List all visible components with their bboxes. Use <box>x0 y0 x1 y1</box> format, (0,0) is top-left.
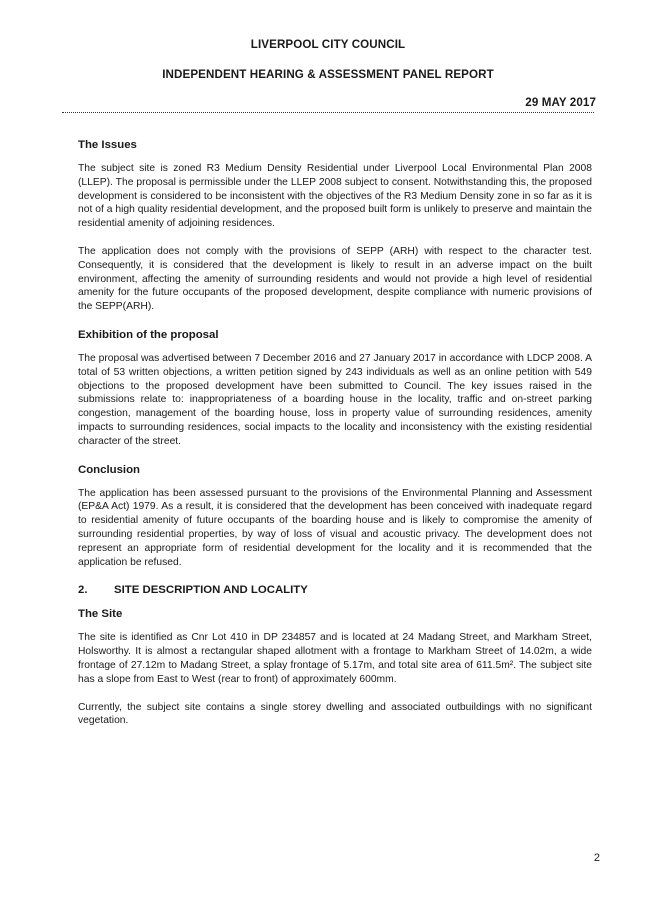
report-body <box>78 138 592 742</box>
council-title: LIVERPOOL CITY COUNCIL <box>250 38 406 51</box>
page-number: 2 <box>593 852 600 864</box>
issues-paragraph-2: The application does not comply with the provisions of SEPP (ARH) with respect to the character test. Consequently, it is considered that the development is likely to result in an adverse impact on the built environment, affecting the amenity of surrounding residents and would not provide a high level of residential amenity for the future occupants of the proposed development, despite compliance with numeric provisions of the SEPP(ARH). <box>78 245 592 313</box>
site-paragraph-2: Currently, the subject site contains a single storey dwelling and associated outbuildings with no significant vegetation. <box>78 701 592 727</box>
issues-heading: The Issues <box>78 139 137 151</box>
report-date: 29 MAY 2017 <box>525 96 596 109</box>
conclusion-paragraph: The application has been assessed pursuant to the provisions of the Environmental Planning and Assessment (EP&A Act) 1979. As a result, it is considered that the development has been conceived with inadequate regard to residential amenity of future occupants of the boarding house and is likely to compromise the amenity of surrounding residential properties, by way of loss of visual and acoustic privacy. The development does not represent an appropriate form of residential development for the locality and it is recommended that the application be refused. <box>78 487 592 568</box>
site-heading: The Site <box>78 608 123 621</box>
exhibition-heading: Exhibition of the proposal <box>78 328 219 341</box>
conclusion-heading: Conclusion <box>78 463 141 476</box>
section-number: 2. <box>78 584 88 597</box>
section-title: SITE DESCRIPTION AND LOCALITY <box>114 584 308 597</box>
header-divider <box>62 112 594 113</box>
report-title: INDEPENDENT HEARING & ASSESSMENT PANEL REPORT <box>162 68 494 81</box>
issues-paragraph-1: The subject site is zoned R3 Medium Density Residential under Liverpool Local Environmental Plan 2008 (LLEP). The proposal is permissible under the LLEP 2008 subject to consent. Notwithstanding this, the proposed development is considered to be inconsistent with the objectives of the R3 Medium Density zone in so far as it is not of a high quality residential development, and the proposed built form is unlikely to preserve and maintain the residential amenity of adjoining residences. <box>78 163 592 230</box>
site-paragraph-1: The site is identified as Cnr Lot 410 in DP 234857 and is located at 24 Madang Street, and Markham Street, Holsworthy. It is almost a rectangular shaped allotment with a frontage to Markham Street of 14.02m, a wide frontage of 27.12m to Madang Street, a splay frontage of 5.17m, and total site area of 611.5m². The subject site has a slope from East to West (rear to front) of approximately 600mm. <box>78 632 592 685</box>
exhibition-paragraph: The proposal was advertised between 7 December 2016 and 27 January 2017 in accordance with LDCP 2008. A total of 53 written objections, a written petition signed by 243 individuals as well as an online petition with 549 objections to the proposed development have been submitted to Council. The key issues raised in the submissions relate to: inappropriateness of a boarding house in the locality, traffic and on-street parking congestion, management of the boarding house, loss in property value of surrounding residences, amenity impacts to surrounding residences, social impacts to the locality and inconsistency with the existing residential character of the street. <box>78 352 592 447</box>
section-2-heading <box>78 583 592 597</box>
